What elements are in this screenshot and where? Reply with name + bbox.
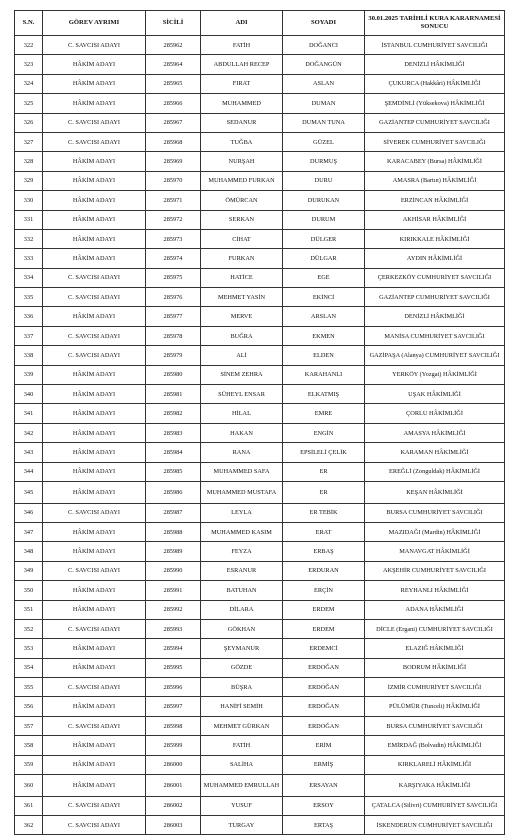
cell-sn: 352	[15, 619, 43, 638]
cell-gorev-ayrimi: HÂKİM ADAYI	[43, 210, 146, 229]
cell-adi: DİLARA	[201, 600, 283, 619]
cell-sn: 356	[15, 697, 43, 716]
header-kura-sonucu: 30.01.2025 TARİHLİ KURA KARARNAMESİ SONUCU	[365, 11, 505, 36]
cell-adi: ESRANUR	[201, 561, 283, 580]
cell-sn: 351	[15, 600, 43, 619]
table-row	[15, 326, 505, 345]
cell-sicili: 285975	[146, 268, 201, 287]
cell-gorev-ayrimi: HÂKİM ADAYI	[43, 191, 146, 210]
cell-kura-sonucu: KARACABEY (Bursa) HÂKİMLİĞİ	[365, 152, 505, 171]
cell-gorev-ayrimi: C. SAVCISI ADAYI	[43, 326, 146, 345]
cell-soyadi: ERSOY	[283, 796, 365, 815]
cell-sn: 341	[15, 404, 43, 423]
table-row	[15, 191, 505, 210]
table-row	[15, 423, 505, 442]
cell-soyadi: DÜLGER	[283, 229, 365, 248]
cell-adi: SİNEM ZEHRA	[201, 365, 283, 384]
cell-sicili: 285997	[146, 697, 201, 716]
cell-gorev-ayrimi: C. SAVCISI ADAYI	[43, 36, 146, 55]
cell-adi: GÖKHAN	[201, 619, 283, 638]
cell-gorev-ayrimi: C. SAVCISI ADAYI	[43, 561, 146, 580]
table-row	[15, 365, 505, 384]
cell-kura-sonucu: UŞAK HÂKİMLİĞİ	[365, 385, 505, 404]
cell-sicili: 285999	[146, 736, 201, 755]
cell-kura-sonucu: ERZİNCAN HÂKİMLİĞİ	[365, 191, 505, 210]
cell-soyadi: ARSLAN	[283, 307, 365, 326]
cell-gorev-ayrimi: HÂKİM ADAYI	[43, 74, 146, 93]
table-row	[15, 503, 505, 522]
cell-kura-sonucu: EREĞLİ (Zonguldak) HÂKİMLİĞİ	[365, 462, 505, 481]
cell-gorev-ayrimi: HÂKİM ADAYI	[43, 639, 146, 658]
cell-sn: 333	[15, 249, 43, 268]
cell-sn: 355	[15, 678, 43, 697]
cell-soyadi: DOĞANCI	[283, 36, 365, 55]
cell-sn: 344	[15, 462, 43, 481]
cell-sn: 328	[15, 152, 43, 171]
cell-sicili: 285995	[146, 658, 201, 677]
table-row	[15, 307, 505, 326]
cell-soyadi: ELDEN	[283, 346, 365, 365]
cell-adi: ÖMÜRCAN	[201, 191, 283, 210]
table-row	[15, 55, 505, 74]
cell-sicili: 285962	[146, 36, 201, 55]
cell-adi: HİLAL	[201, 404, 283, 423]
cell-sicili: 285996	[146, 678, 201, 697]
header-gorev-ayrimi: GÖREV AYRIMI	[43, 11, 146, 36]
cell-sn: 339	[15, 365, 43, 384]
cell-gorev-ayrimi: HÂKİM ADAYI	[43, 94, 146, 113]
table-row	[15, 404, 505, 423]
cell-sicili: 285988	[146, 522, 201, 541]
cell-adi: SALİHA	[201, 755, 283, 774]
cell-sicili: 285990	[146, 561, 201, 580]
cell-sn: 361	[15, 796, 43, 815]
cell-soyadi: ERDOĞAN	[283, 658, 365, 677]
cell-sicili: 285987	[146, 503, 201, 522]
cell-gorev-ayrimi: HÂKİM ADAYI	[43, 152, 146, 171]
cell-sn: 359	[15, 755, 43, 774]
cell-adi: SEDANUR	[201, 113, 283, 132]
cell-gorev-ayrimi: HÂKİM ADAYI	[43, 385, 146, 404]
cell-sn: 360	[15, 775, 43, 797]
cell-adi: TURGAY	[201, 816, 283, 835]
cell-kura-sonucu: ADANA HÂKİMLİĞİ	[365, 600, 505, 619]
cell-sn: 330	[15, 191, 43, 210]
cell-sicili: 285980	[146, 365, 201, 384]
cell-sn: 325	[15, 94, 43, 113]
cell-soyadi: ER	[283, 481, 365, 503]
cell-sn: 354	[15, 658, 43, 677]
cell-kura-sonucu: PÜLÜMÜR (Tunceli) HÂKİMLİĞİ	[365, 697, 505, 716]
table-row	[15, 74, 505, 93]
cell-soyadi: KARAHANLI	[283, 365, 365, 384]
table-row	[15, 775, 505, 797]
cell-kura-sonucu: ÇATALCA (Silivri) CUMHURİYET SAVCILIĞI	[365, 796, 505, 815]
cell-adi: FURKAN	[201, 249, 283, 268]
cell-sn: 329	[15, 171, 43, 190]
table-row	[15, 36, 505, 55]
cell-gorev-ayrimi: C. SAVCISI ADAYI	[43, 816, 146, 835]
cell-sicili: 285972	[146, 210, 201, 229]
cell-sicili: 285985	[146, 462, 201, 481]
cell-gorev-ayrimi: HÂKİM ADAYI	[43, 522, 146, 541]
table-row	[15, 229, 505, 248]
cell-sn: 323	[15, 55, 43, 74]
cell-kura-sonucu: GAZİANTEP CUMHURİYET SAVCILIĞI	[365, 113, 505, 132]
cell-kura-sonucu: AMASRA (Bartın) HÂKİMLİĞİ	[365, 171, 505, 190]
header-soyadi: SOYADI	[283, 11, 365, 36]
table-row	[15, 346, 505, 365]
cell-sn: 342	[15, 423, 43, 442]
cell-soyadi: ERDEMCİ	[283, 639, 365, 658]
cell-sicili: 285976	[146, 288, 201, 307]
cell-kura-sonucu: MANAVGAT HÂKİMLİĞİ	[365, 542, 505, 561]
cell-adi: MUHAMMED MUSTAFA	[201, 481, 283, 503]
cell-kura-sonucu: DENİZLİ HÂKİMLİĞİ	[365, 55, 505, 74]
cell-adi: ŞEYMANUR	[201, 639, 283, 658]
cell-sn: 336	[15, 307, 43, 326]
cell-gorev-ayrimi: C. SAVCISI ADAYI	[43, 503, 146, 522]
cell-soyadi: ENGİN	[283, 423, 365, 442]
cell-gorev-ayrimi: HÂKİM ADAYI	[43, 365, 146, 384]
cell-adi: MERVE	[201, 307, 283, 326]
cell-sn: 343	[15, 443, 43, 462]
table-row	[15, 816, 505, 835]
table-row	[15, 385, 505, 404]
cell-sn: 353	[15, 639, 43, 658]
cell-kura-sonucu: AYDIN HÂKİMLİĞİ	[365, 249, 505, 268]
cell-kura-sonucu: KEŞAN HÂKİMLİĞİ	[365, 481, 505, 503]
cell-sn: 324	[15, 74, 43, 93]
cell-kura-sonucu: İSTANBUL CUMHURİYET SAVCILIĞI	[365, 36, 505, 55]
cell-kura-sonucu: DİCLE (Ergani) CUMHURİYET SAVCILIĞI	[365, 619, 505, 638]
table-row	[15, 522, 505, 541]
table-row	[15, 94, 505, 113]
cell-gorev-ayrimi: HÂKİM ADAYI	[43, 775, 146, 797]
kura-table	[14, 10, 505, 835]
cell-kura-sonucu: EMİRDAĞ (Bolvadin) HÂKİMLİĞİ	[365, 736, 505, 755]
cell-soyadi: DURUKAN	[283, 191, 365, 210]
cell-sn: 322	[15, 36, 43, 55]
cell-sicili: 285970	[146, 171, 201, 190]
cell-sn: 357	[15, 716, 43, 735]
cell-adi: GÖZDE	[201, 658, 283, 677]
cell-sn: 346	[15, 503, 43, 522]
table-row	[15, 481, 505, 503]
cell-adi: FIRAT	[201, 74, 283, 93]
table-row	[15, 796, 505, 815]
cell-gorev-ayrimi: HÂKİM ADAYI	[43, 404, 146, 423]
cell-soyadi: GÜZEL	[283, 132, 365, 151]
cell-sn: 335	[15, 288, 43, 307]
cell-sn: 337	[15, 326, 43, 345]
cell-sicili: 285979	[146, 346, 201, 365]
cell-adi: YUSUF	[201, 796, 283, 815]
cell-adi: FATİH	[201, 36, 283, 55]
cell-sn: 340	[15, 385, 43, 404]
cell-adi: MUHAMMED FURKAN	[201, 171, 283, 190]
cell-sicili: 286003	[146, 816, 201, 835]
cell-adi: RANA	[201, 443, 283, 462]
cell-gorev-ayrimi: HÂKİM ADAYI	[43, 736, 146, 755]
table-row	[15, 443, 505, 462]
cell-kura-sonucu: AMASYA HÂKİMLİĞİ	[365, 423, 505, 442]
cell-soyadi: ERSAYAN	[283, 775, 365, 797]
cell-soyadi: ERDOĞAN	[283, 697, 365, 716]
cell-gorev-ayrimi: HÂKİM ADAYI	[43, 462, 146, 481]
table-row	[15, 561, 505, 580]
table-row	[15, 755, 505, 774]
cell-sicili: 285977	[146, 307, 201, 326]
table-row	[15, 678, 505, 697]
cell-soyadi: EKMEN	[283, 326, 365, 345]
table-row	[15, 171, 505, 190]
table-row	[15, 462, 505, 481]
cell-kura-sonucu: DENİZLİ HÂKİMLİĞİ	[365, 307, 505, 326]
cell-kura-sonucu: ŞEMDİNLİ (Yüksekova) HÂKİMLİĞİ	[365, 94, 505, 113]
cell-adi: TUĞBA	[201, 132, 283, 151]
cell-sicili: 285983	[146, 423, 201, 442]
cell-sicili: 285973	[146, 229, 201, 248]
cell-gorev-ayrimi: C. SAVCISI ADAYI	[43, 619, 146, 638]
cell-gorev-ayrimi: HÂKİM ADAYI	[43, 581, 146, 600]
cell-soyadi: ERDOĞAN	[283, 678, 365, 697]
cell-sn: 348	[15, 542, 43, 561]
cell-sicili: 286002	[146, 796, 201, 815]
cell-gorev-ayrimi: HÂKİM ADAYI	[43, 443, 146, 462]
cell-gorev-ayrimi: C. SAVCISI ADAYI	[43, 346, 146, 365]
cell-kura-sonucu: MAZIDAĞI (Mardin) HÂKİMLİĞİ	[365, 522, 505, 541]
cell-soyadi: ERÇİN	[283, 581, 365, 600]
cell-soyadi: ERTAŞ	[283, 816, 365, 835]
cell-kura-sonucu: GAZİANTEP CUMHURİYET SAVCILIĞI	[365, 288, 505, 307]
cell-gorev-ayrimi: HÂKİM ADAYI	[43, 249, 146, 268]
cell-kura-sonucu: ÇUKURCA (Hakkâri) HÂKİMLİĞİ	[365, 74, 505, 93]
cell-sn: 327	[15, 132, 43, 151]
cell-sicili: 285994	[146, 639, 201, 658]
cell-gorev-ayrimi: C. SAVCISI ADAYI	[43, 716, 146, 735]
cell-kura-sonucu: İZMİR CUMHURİYET SAVCILIĞI	[365, 678, 505, 697]
cell-adi: HATİCE	[201, 268, 283, 287]
cell-kura-sonucu: ELAZIĞ HÂKİMLİĞİ	[365, 639, 505, 658]
cell-adi: BUĞRA	[201, 326, 283, 345]
cell-adi: SERKAN	[201, 210, 283, 229]
header-sn: S.N.	[15, 11, 43, 36]
cell-gorev-ayrimi: HÂKİM ADAYI	[43, 423, 146, 442]
cell-sn: 345	[15, 481, 43, 503]
cell-sicili: 285964	[146, 55, 201, 74]
cell-gorev-ayrimi: HÂKİM ADAYI	[43, 481, 146, 503]
cell-sn: 350	[15, 581, 43, 600]
cell-soyadi: EPSİLELİ ÇELİK	[283, 443, 365, 462]
cell-adi: FEYZA	[201, 542, 283, 561]
table-row	[15, 600, 505, 619]
cell-adi: SÜHEYL ENSAR	[201, 385, 283, 404]
cell-sicili: 285989	[146, 542, 201, 561]
cell-soyadi: ERBAŞ	[283, 542, 365, 561]
cell-gorev-ayrimi: HÂKİM ADAYI	[43, 307, 146, 326]
cell-adi: LEYLA	[201, 503, 283, 522]
cell-adi: MUHAMMED	[201, 94, 283, 113]
cell-kura-sonucu: AKHİSAR HÂKİMLİĞİ	[365, 210, 505, 229]
cell-soyadi: DURUM	[283, 210, 365, 229]
table-row	[15, 268, 505, 287]
cell-kura-sonucu: İSKENDERUN CUMHURİYET SAVCILIĞI	[365, 816, 505, 835]
cell-sn: 326	[15, 113, 43, 132]
cell-kura-sonucu: BURSA CUMHURİYET SAVCILIĞI	[365, 716, 505, 735]
header-sicili: SİCİLİ	[146, 11, 201, 36]
cell-sn: 349	[15, 561, 43, 580]
table-body	[15, 36, 505, 835]
cell-soyadi: EKİNCİ	[283, 288, 365, 307]
cell-sicili: 286000	[146, 755, 201, 774]
table-row	[15, 581, 505, 600]
cell-soyadi: DURMUŞ	[283, 152, 365, 171]
cell-adi: HAKAN	[201, 423, 283, 442]
cell-soyadi: DUMAN TUNA	[283, 113, 365, 132]
cell-kura-sonucu: ÇERKEZKÖY CUMHURİYET SAVCILIĞI	[365, 268, 505, 287]
cell-kura-sonucu: KIRKLARELİ HÂKİMLİĞİ	[365, 755, 505, 774]
cell-soyadi: ERİM	[283, 736, 365, 755]
kura-result-sheet	[14, 10, 504, 835]
cell-adi: BATUHAN	[201, 581, 283, 600]
cell-kura-sonucu: AKŞEHİR CUMHURİYET SAVCILIĞI	[365, 561, 505, 580]
cell-sicili: 285992	[146, 600, 201, 619]
cell-adi: CİHAT	[201, 229, 283, 248]
table-row	[15, 288, 505, 307]
cell-gorev-ayrimi: HÂKİM ADAYI	[43, 229, 146, 248]
cell-kura-sonucu: KIRIKKALE HÂKİMLİĞİ	[365, 229, 505, 248]
cell-soyadi: ER TEBİK	[283, 503, 365, 522]
cell-gorev-ayrimi: HÂKİM ADAYI	[43, 755, 146, 774]
cell-adi: MEHMET GÜRKAN	[201, 716, 283, 735]
cell-soyadi: EGE	[283, 268, 365, 287]
cell-kura-sonucu: BURSA CUMHURİYET SAVCILIĞI	[365, 503, 505, 522]
table-row	[15, 736, 505, 755]
cell-gorev-ayrimi: HÂKİM ADAYI	[43, 600, 146, 619]
cell-sicili: 285993	[146, 619, 201, 638]
cell-adi: ALİ	[201, 346, 283, 365]
cell-kura-sonucu: ÇORLU HÂKİMLİĞİ	[365, 404, 505, 423]
cell-soyadi: ERDOĞAN	[283, 716, 365, 735]
cell-kura-sonucu: YERKÖY (Yozgat) HÂKİMLİĞİ	[365, 365, 505, 384]
cell-kura-sonucu: REYHANLI HÂKİMLİĞİ	[365, 581, 505, 600]
cell-adi: MUHAMMED KASIM	[201, 522, 283, 541]
cell-soyadi: EMRE	[283, 404, 365, 423]
cell-sicili: 285998	[146, 716, 201, 735]
cell-gorev-ayrimi: C. SAVCISI ADAYI	[43, 132, 146, 151]
cell-adi: MUHAMMED SAFA	[201, 462, 283, 481]
cell-kura-sonucu: BODRUM HÂKİMLİĞİ	[365, 658, 505, 677]
table-row	[15, 210, 505, 229]
cell-adi: HANİFİ SEMİH	[201, 697, 283, 716]
cell-soyadi: ERAT	[283, 522, 365, 541]
cell-sn: 334	[15, 268, 43, 287]
cell-gorev-ayrimi: HÂKİM ADAYI	[43, 171, 146, 190]
cell-adi: MUHAMMED EMRULLAH	[201, 775, 283, 797]
table-row	[15, 716, 505, 735]
cell-adi: MEHMET YASİN	[201, 288, 283, 307]
cell-adi: FATİH	[201, 736, 283, 755]
cell-sn: 362	[15, 816, 43, 835]
cell-sn: 331	[15, 210, 43, 229]
table-row	[15, 639, 505, 658]
cell-soyadi: ERDEM	[283, 619, 365, 638]
cell-gorev-ayrimi: C. SAVCISI ADAYI	[43, 268, 146, 287]
cell-sicili: 285986	[146, 481, 201, 503]
table-row	[15, 658, 505, 677]
cell-sicili: 285982	[146, 404, 201, 423]
table-row	[15, 249, 505, 268]
cell-soyadi: DUMAN	[283, 94, 365, 113]
header-row	[15, 11, 505, 36]
cell-sicili: 286001	[146, 775, 201, 797]
cell-kura-sonucu: KARAMAN HÂKİMLİĞİ	[365, 443, 505, 462]
cell-gorev-ayrimi: C. SAVCISI ADAYI	[43, 288, 146, 307]
cell-sicili: 285984	[146, 443, 201, 462]
cell-sicili: 285967	[146, 113, 201, 132]
cell-gorev-ayrimi: HÂKİM ADAYI	[43, 697, 146, 716]
cell-kura-sonucu: GAZİPAŞA (Alanya) CUMHURİYET SAVCILIĞI	[365, 346, 505, 365]
cell-gorev-ayrimi: C. SAVCISI ADAYI	[43, 796, 146, 815]
cell-adi: BÜŞRA	[201, 678, 283, 697]
cell-soyadi: ERDURAN	[283, 561, 365, 580]
cell-soyadi: DÜLGAR	[283, 249, 365, 268]
cell-soyadi: ASLAN	[283, 74, 365, 93]
cell-gorev-ayrimi: HÂKİM ADAYI	[43, 542, 146, 561]
cell-soyadi: ELKATMIŞ	[283, 385, 365, 404]
cell-soyadi: ER	[283, 462, 365, 481]
cell-sicili: 285971	[146, 191, 201, 210]
cell-kura-sonucu: MANİSA CUMHURİYET SAVCILIĞI	[365, 326, 505, 345]
table-row	[15, 152, 505, 171]
cell-sicili: 285966	[146, 94, 201, 113]
cell-sicili: 285969	[146, 152, 201, 171]
cell-gorev-ayrimi: HÂKİM ADAYI	[43, 658, 146, 677]
table-row	[15, 542, 505, 561]
cell-soyadi: ERMİŞ	[283, 755, 365, 774]
table-row	[15, 113, 505, 132]
cell-sicili: 285978	[146, 326, 201, 345]
cell-sn: 338	[15, 346, 43, 365]
cell-sn: 358	[15, 736, 43, 755]
cell-kura-sonucu: SİVEREK CUMHURİYET SAVCILIĞI	[365, 132, 505, 151]
cell-sicili: 285974	[146, 249, 201, 268]
cell-sicili: 285965	[146, 74, 201, 93]
header-adi: ADI	[201, 11, 283, 36]
cell-soyadi: DOĞANGÜN	[283, 55, 365, 74]
table-row	[15, 619, 505, 638]
cell-kura-sonucu: KARŞIYAKA HÂKİMLİĞİ	[365, 775, 505, 797]
cell-soyadi: ERDEM	[283, 600, 365, 619]
cell-gorev-ayrimi: HÂKİM ADAYI	[43, 55, 146, 74]
cell-sicili: 285968	[146, 132, 201, 151]
cell-adi: NURŞAH	[201, 152, 283, 171]
table-row	[15, 697, 505, 716]
cell-adi: ABDULLAH RECEP	[201, 55, 283, 74]
cell-sn: 347	[15, 522, 43, 541]
cell-sn: 332	[15, 229, 43, 248]
cell-soyadi: DURU	[283, 171, 365, 190]
cell-sicili: 285991	[146, 581, 201, 600]
cell-gorev-ayrimi: C. SAVCISI ADAYI	[43, 678, 146, 697]
cell-sicili: 285981	[146, 385, 201, 404]
table-row	[15, 132, 505, 151]
cell-gorev-ayrimi: C. SAVCISI ADAYI	[43, 113, 146, 132]
